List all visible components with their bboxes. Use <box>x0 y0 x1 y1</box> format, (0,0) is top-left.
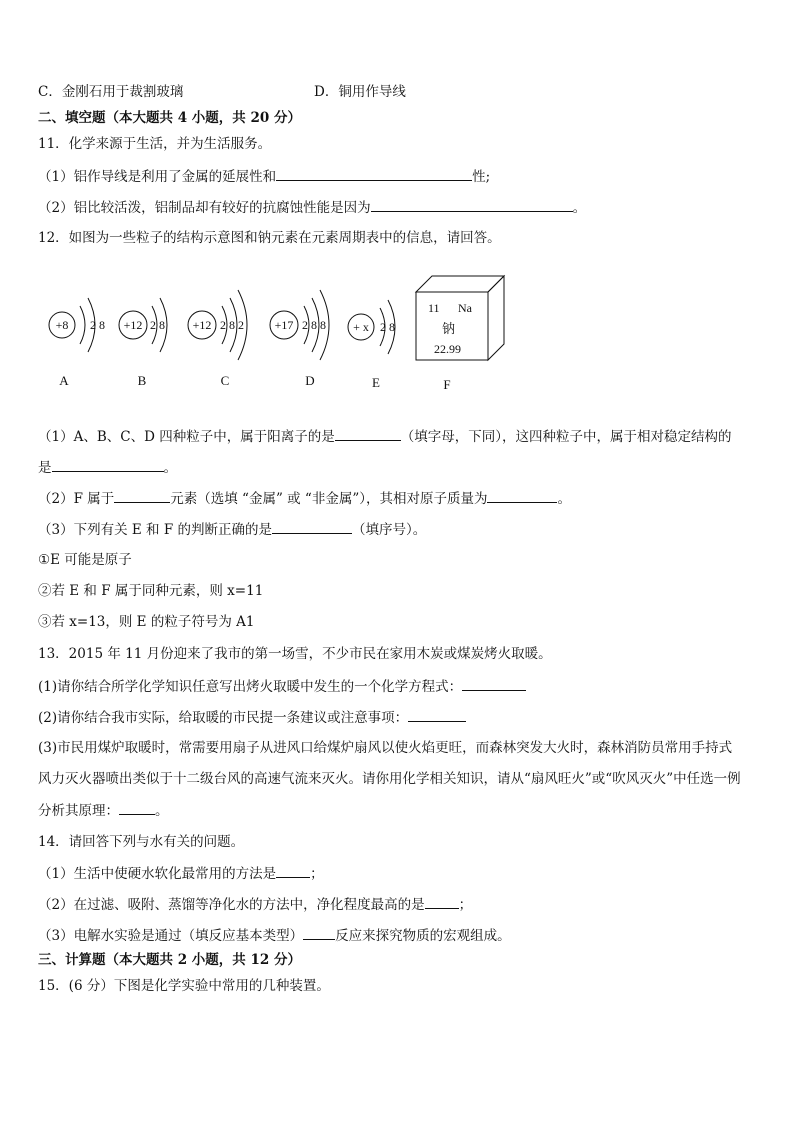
option-c: C．金刚石用于裁割玻璃 <box>38 84 184 100</box>
q13-part3-line2: 风力灭火器喷出类似于十二级台风的高速气流来灭火。请你用化学相关知识，请从“扇风旺火”或“吹风灭火”中任选一例 <box>38 771 741 787</box>
svg-text:2 8: 2 8 <box>380 320 395 334</box>
q12-part1-text-2: 是 <box>38 460 52 476</box>
q12-part3 <box>38 520 426 539</box>
svg-text:A: A <box>59 373 69 388</box>
svg-text:+17: +17 <box>274 318 294 332</box>
answer-blank[interactable] <box>52 458 164 472</box>
q11-part2-suffix: 。 <box>572 200 587 216</box>
q12-part1-text-cont: （填字母，下同），这四种粒子中，属于相对稳定结构的 <box>400 429 732 445</box>
particle-diagram-svg <box>44 268 514 398</box>
svg-text:B: B <box>137 373 147 388</box>
q12-part3-text: （3）下列有关 E 和 F 的判断正确的是 <box>38 522 272 538</box>
svg-text:+12: +12 <box>192 318 212 332</box>
q15-stem: 15．(6 分）下图是化学实验中常用的几种装置。 <box>38 978 330 994</box>
answer-blank[interactable] <box>371 198 573 212</box>
q13-stem: 13．2015 年 11 月份迎来了我市的第一场雪，不少市民在家用木炭或煤炭烤火取暖。 <box>38 646 552 662</box>
particle-e <box>348 300 395 390</box>
q12-part2-text-cont: 元素（选填 “金属” 或 “非金属”），其相对原子质量为 <box>170 491 488 507</box>
q12-part1-text: （1）A、B、C、D 四种粒子中，属于阳离子的是 <box>38 429 335 445</box>
q11-part2 <box>38 198 586 217</box>
svg-text:E: E <box>372 375 380 390</box>
q14-stem: 14．请回答下列与水有关的问题。 <box>38 834 245 850</box>
svg-text:C: C <box>220 373 230 388</box>
svg-text:+8: +8 <box>55 318 69 332</box>
svg-text:D: D <box>305 373 315 388</box>
q11-part1-suffix: 性; <box>472 169 491 185</box>
q14-part1-end: ； <box>310 866 324 882</box>
q14-part3-text: （3）电解水实验是通过（填反应基本类型） <box>38 928 304 944</box>
q13-part3-text: 分析其原理： <box>38 803 119 819</box>
q13-part2 <box>38 708 466 727</box>
particle-c <box>188 290 247 388</box>
svg-text:Na: Na <box>458 301 472 315</box>
q14-part3-end: 反应来探究物质的宏观组成。 <box>335 928 511 944</box>
q13-part1-text: (1)请你结合所学化学知识任意写出烤火取暖中发生的一个化学方程式： <box>38 679 463 695</box>
q11-part1 <box>38 167 490 186</box>
answer-blank[interactable] <box>272 520 352 534</box>
answer-blank[interactable] <box>425 895 459 909</box>
q12-part2 <box>38 489 571 508</box>
q11-part1-text: （1）铝作导线是利用了金属的延展性和 <box>38 169 277 185</box>
q14-part2-text: （2）在过滤、吸附、蒸馏等净化水的方法中，净化程度最高的是 <box>38 897 425 913</box>
q12-part2-end: 。 <box>557 491 571 507</box>
q13-part3-line3 <box>38 801 169 820</box>
q13-part2-text: (2)请你结合我市实际，给取暖的市民提一条建议或注意事项： <box>38 710 409 726</box>
q12-part1-line2 <box>38 458 177 477</box>
particle-d <box>270 290 329 388</box>
q12-part1-end: 。 <box>163 460 177 476</box>
svg-text:+ x: + x <box>353 320 369 334</box>
q14-part2 <box>38 895 472 914</box>
answer-blank[interactable] <box>276 167 472 181</box>
answer-blank[interactable] <box>487 489 557 503</box>
section-fill-blank-heading: 二、填空题（本大题共 4 小题，共 20 分） <box>38 110 301 126</box>
svg-text:22.99: 22.99 <box>434 342 461 356</box>
q12-part3-end: （填序号）。 <box>351 522 427 538</box>
q12-part1-line1 <box>38 427 731 446</box>
particle-a <box>49 298 105 388</box>
q12-option-3: ③若 x=13，则 E 的粒子符号为 A1 <box>38 614 255 630</box>
section-calc-heading: 三、计算题（本大题共 2 小题，共 12 分） <box>38 952 301 968</box>
sodium-element-box <box>416 276 504 392</box>
answer-blank[interactable] <box>276 864 310 878</box>
svg-text:2 8: 2 8 <box>150 318 165 332</box>
answer-blank[interactable] <box>303 926 335 940</box>
q12-stem: 12．如图为一些粒子的结构示意图和钠元素在元素周期表中的信息，请回答。 <box>38 230 501 246</box>
q13-part1 <box>38 677 526 696</box>
svg-text:2 8: 2 8 <box>90 318 105 332</box>
svg-text:2 8 2: 2 8 2 <box>220 318 244 332</box>
svg-text:钠: 钠 <box>442 321 456 336</box>
q14-part2-end: ； <box>458 897 473 913</box>
particle-structure-figure <box>44 268 514 398</box>
q13-part3-line1: (3)市民用煤炉取暖时，常需要用扇子从进风口给煤炉扇风以使火焰更旺，而森林突发大火时，森林消防员常用手持式 <box>38 740 733 756</box>
answer-blank[interactable] <box>335 427 401 441</box>
q14-part1-text: （1）生活中使硬水软化最常用的方法是 <box>38 866 277 882</box>
q13-part3-end: 。 <box>155 803 169 819</box>
answer-blank[interactable] <box>408 708 466 722</box>
svg-text:+12: +12 <box>123 318 143 332</box>
answer-blank[interactable] <box>119 801 155 815</box>
q14-part1 <box>38 864 324 883</box>
svg-text:F: F <box>443 377 451 392</box>
q12-option-2: ②若 E 和 F 属于同种元素，则 x=11 <box>38 583 264 599</box>
svg-text:2 8 8: 2 8 8 <box>302 318 326 332</box>
q12-part2-text: （2）F 属于 <box>38 491 115 507</box>
answer-blank[interactable] <box>462 677 526 691</box>
q14-part3 <box>38 926 511 945</box>
q11-stem: 11．化学来源于生活，并为生活服务。 <box>38 136 272 152</box>
q12-option-1: ①E 可能是原子 <box>38 552 132 568</box>
answer-blank[interactable] <box>114 489 170 503</box>
option-d: D．铜用作导线 <box>314 84 406 100</box>
q11-part2-text: （2）铝比较活泼，铝制品却有较好的抗腐蚀性能是因为 <box>38 200 371 216</box>
particle-b <box>119 298 167 388</box>
svg-text:11: 11 <box>428 301 440 315</box>
